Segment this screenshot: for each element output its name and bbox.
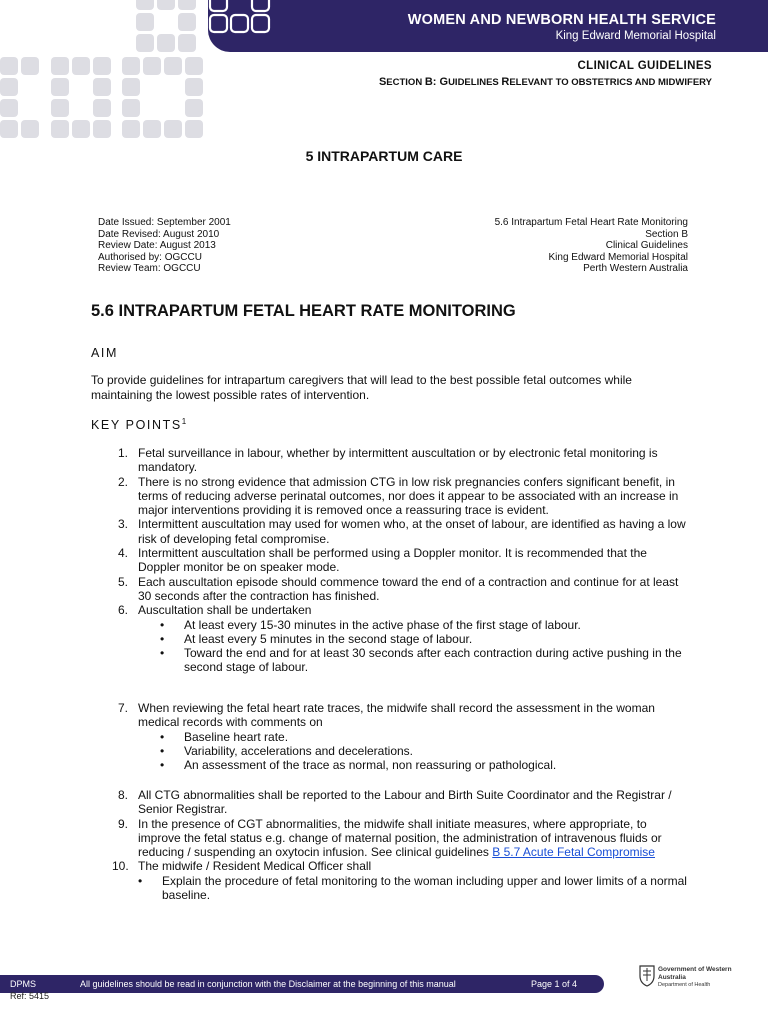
ref-title: 5.6 Intrapartum Fetal Heart Rate Monitoring: [494, 217, 688, 228]
page-number: Page 1 of 4: [531, 979, 578, 989]
sub-list-item: • Toward the end and for at least 30 seconds after each contraction during active pushing in the second stage of labour.: [160, 646, 682, 675]
list-item: 3. Intermittent auscultation may used for women who, at the onset of labour, are identified as having a low risk of developing fetal compromise.: [117, 517, 686, 546]
footer-ref: Ref: 5415: [10, 991, 50, 1001]
header-banner: [208, 0, 768, 52]
key-points-list-8-10: [112, 788, 687, 902]
date-revised: Date Revised: August 2010: [98, 228, 220, 240]
key-points-list-7: [112, 701, 687, 772]
acute-fetal-compromise-link[interactable]: B 5.7 Acute Fetal Compromise: [492, 845, 655, 860]
footnote-ref: 1: [181, 417, 187, 426]
sub-list-item: • At least every 15-30 minutes in the active phase of the first stage of labour.: [160, 617, 581, 632]
ref-section: Section B: [645, 228, 688, 240]
list-item: 8. All CTG abnormalities shall be reported to the Labour and Birth Suite Coordinator and the Registrar / Senior Registrar.: [117, 788, 672, 817]
list-item: 1. Fetal surveillance in labour, whether by intermittent auscultation or by electronic fetal monitoring is mandatory.: [117, 446, 658, 475]
review-team: Review Team: OGCCU: [98, 263, 201, 274]
ref-guidelines: Clinical Guidelines: [605, 240, 688, 251]
aim-heading: AIM: [91, 346, 119, 360]
ref-location: Perth Western Australia: [583, 263, 688, 274]
list-item: 10. The midwife / Resident Medical Officer shall • Explain the procedure of fetal monitoring to the woman including upper and lower limits of a normal baseline.: [112, 859, 687, 903]
section-label: SECTION B: GUIDELINES RELEVANT TO OBSTETRICS AND MIDWIFERY: [378, 76, 712, 88]
page-title: 5.6 INTRAPARTUM FETAL HEART RATE MONITORING: [91, 302, 516, 320]
sub-list-item: • Variability, accelerations and decelerations.: [160, 743, 414, 758]
list-item: 5. Each auscultation episode should commence toward the end of a contraction and continue for at least 30 seconds after the contraction has finished.: [117, 574, 679, 603]
header-logo-icon: [208, 0, 288, 52]
aim-text: To provide guidelines for intrapartum caregivers that will lead to the best possible fetal outcomes while maintaining the lowest possible rates of intervention.: [91, 373, 632, 402]
hospital-name: King Edward Memorial Hospital: [555, 30, 716, 42]
sub-list-item: • Baseline heart rate.: [160, 729, 289, 744]
list-item: 2. There is no strong evidence that admission CTG in low risk pregnancies confers significant benefit, in terms of reducing adverse perinatal outcomes, nor does it appear to be associated with an increase in major interventions providing it is removed once a reassuring trace is evident.: [117, 474, 679, 518]
chapter-title: 5 INTRAPARTUM CARE: [305, 148, 463, 164]
list-item: 4. Intermittent auscultation shall be performed using a Doppler monitor. It is recommended that the Doppler monitor be on speaker mode.: [117, 546, 647, 575]
authorised-by: Authorised by: OGCCU: [98, 251, 202, 263]
sub-list-item: • Explain the procedure of fetal monitoring to the woman including upper and lower limits of a normal baseline.: [138, 873, 687, 903]
government-text: Government of Western Australia Department of Health: [658, 966, 732, 988]
date-issued: Date Issued: September 2001: [98, 217, 231, 228]
clinical-guidelines-label: CLINICAL GUIDELINES: [577, 60, 712, 72]
list-item: 7. When reviewing the fetal heart rate traces, the midwife shall record the assessment in the woman medical records with comments on • Baseline heart rate. • Variability, accelerations and decelerations. • An assessment of the trace as normal, non reassuring or pathological.: [112, 701, 687, 772]
footer-dpms: DPMS: [10, 979, 37, 989]
sub-list-item: • An assessment of the trace as normal, non reassuring or pathological.: [160, 758, 557, 773]
sub-list-item: • At least every 5 minutes in the second stage of labour.: [160, 631, 473, 646]
review-date: Review Date: August 2013: [98, 240, 216, 251]
key-points-list: [112, 446, 687, 675]
key-points-heading: KEY POINTS$^1$: [91, 417, 187, 433]
document-reference: [495, 217, 688, 275]
document-dates: [98, 217, 231, 275]
government-logo: [636, 963, 746, 987]
list-item: 9. In the presence of CGT abnormalities, the midwife shall initiate measures, where appropriate, to improve the fetal status e.g. change of maternal position, the administration of intravenous fluids or reducing / suspending an oxytocin infusion. See clinical guidelines B 5.7 Acute Fetal Compromise: [117, 816, 662, 860]
organisation-title: WOMEN AND NEWBORN HEALTH SERVICE: [407, 12, 716, 28]
footer-bar: [0, 975, 604, 993]
list-item: 6. Auscultation shall be undertaken • At least every 15-30 minutes in the active phase of the first stage of labour. • At least every 5 minutes in the second stage of labour. • Toward the end and for at least 30 seconds after each contraction during active pushing in the second stage of labour.: [112, 603, 687, 674]
crest-icon: [638, 963, 656, 987]
ref-hospital: King Edward Memorial Hospital: [548, 251, 688, 263]
footer-disclaimer: All guidelines should be read in conjunction with the Disclaimer at the beginning of this manual: [80, 979, 456, 989]
